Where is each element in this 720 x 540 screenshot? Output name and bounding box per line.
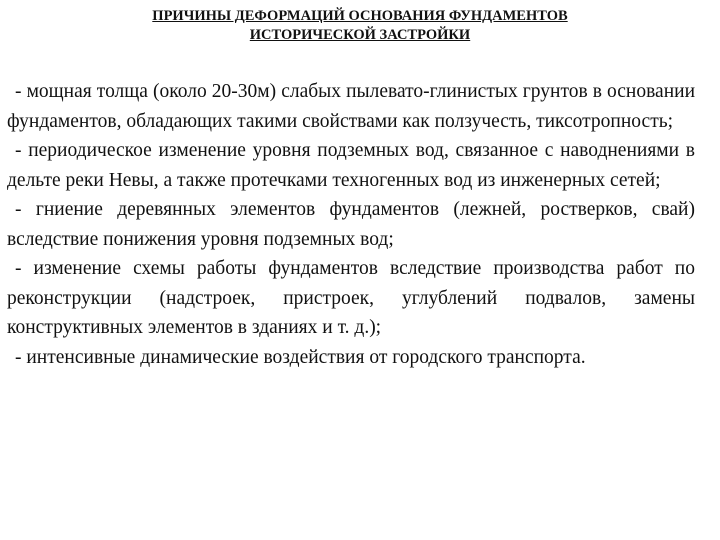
cause-item-traffic-vibration: - интенсивные динамические воздействия от городского транспорта.	[15, 346, 586, 368]
cause-item-reconstruction: - изменение схемы работы фундаментов вследствие производства работ по реконструкции (надстроек, пристроек, углублений подвалов, замены конструктивных элементов в зданиях и т. д.);	[7, 258, 695, 338]
slide-title-line-1: ПРИЧИНЫ ДЕФОРМАЦИЙ ОСНОВАНИЯ ФУНДАМЕНТОВ	[152, 8, 568, 24]
slide-title-line-2: ИСТОРИЧЕСКОЙ ЗАСТРОЙКИ	[249, 27, 471, 43]
causes-list	[7, 77, 695, 372]
cause-item-wood-decay: - гниение деревянных элементов фундаментов (лежней, ростверков, свай) вследствие понижения уровня подземных вод;	[7, 199, 695, 250]
cause-item-groundwater-level: - периодическое изменение уровня подземных вод, связанное с наводнениями в дельте реки Невы, а также протечками техногенных вод из инженерных сетей;	[7, 140, 695, 191]
slide-title	[60, 7, 660, 45]
cause-item-weak-soils: - мощная толща (около 20-30м) слабых пылевато-глинистых грунтов в основании фундаментов, обладающих такими свойствами как ползучесть, тиксотропность;	[7, 81, 695, 132]
